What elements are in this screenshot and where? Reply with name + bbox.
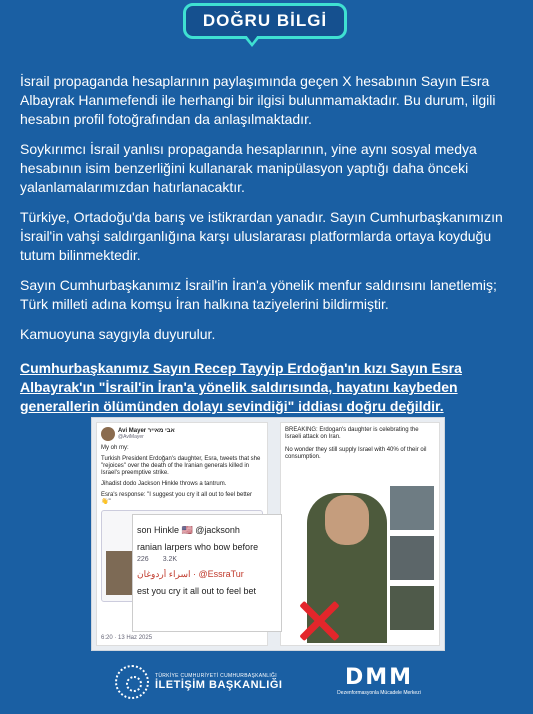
tweet-handle: @AviMayer xyxy=(118,434,144,440)
reply-stats xyxy=(137,556,277,563)
tweet-reply-thread xyxy=(132,514,282,632)
dmm-subtitle: Dezenformasyonla Mücadele Merkezi xyxy=(337,690,421,696)
verified-info-badge xyxy=(183,3,351,49)
logo-subtitle: TÜRKİYE CUMHURİYETİ CUMHURBAŞKANLIĞI xyxy=(155,673,277,679)
dmm-logo xyxy=(334,665,424,696)
tweet-line: Turkish President Erdoğan's daughter, Esra, tweets that she "rejoices" over the death of the Iranian generals killed in Israel's preemptive strike. xyxy=(101,456,261,476)
tweet-header xyxy=(101,427,263,441)
tweet-author: Avi Mayer אבי מאייר xyxy=(118,428,175,434)
paragraph-5: Kamuoyuna saygıyla duyurulur. xyxy=(20,326,216,342)
evidence-screenshot xyxy=(91,417,445,651)
debunked-claim: Cumhurbaşkanımız Sayın Recep Tayyip Erdoğan'ın kızı Sayın Esra Albayrak'ın "İsrail'in İran'a yönelik saldırısında, hayatını kaybeden generallerin ölümünden dolayı sevindiği" iddiası doğru değildir. xyxy=(20,360,462,414)
tweet-line: My oh my: xyxy=(101,445,129,451)
tweet-line: Jihadist dodo Jackson Hinkle throws a tantrum. xyxy=(101,481,227,487)
fake-account-text: est you cry it all out to feel bet xyxy=(137,586,257,596)
breaking-header: BREAKING: Erdogan's daughter is celebrating the Israeli attack on Iran. xyxy=(285,427,419,440)
portrait-photo xyxy=(389,585,435,631)
portrait-photo xyxy=(389,485,435,531)
paragraph-4: Sayın Cumhurbaşkanımız İsrail'in İran'a yönelik menfur saldırısını lanetlemiş; Türk milleti adına komşu İran halkına taziyelerini bildirmiştir. xyxy=(20,277,497,312)
presidency-emblem-icon xyxy=(115,665,149,699)
badge-label: DOĞRU BİLGİ xyxy=(183,3,347,39)
fake-account-name: اسراء أردوغان · @EssraTur xyxy=(137,569,244,579)
breaking-sub: No wonder they still supply Israel with 40% of their oil consumption. xyxy=(285,447,427,460)
paragraph-1: İsrail propaganda hesaplarının paylaşımında geçen X hesabının Sayın Esra Albayrak Hanımefendi ile herhangi bir ilgisi bulunmamaktadır. Bu durum, ilgili hesabın profil fotoğrafından da anlaşılmaktadır. xyxy=(20,73,496,127)
reply-text: ranian larpers who bow before xyxy=(137,542,259,552)
dmm-title: DMM xyxy=(344,665,414,690)
officer-face xyxy=(325,495,369,545)
red-x-icon xyxy=(297,598,341,642)
portrait-photo xyxy=(389,535,435,581)
paragraph-2: Soykırımcı İsrail yanlısı propaganda hesaplarının, yine aynı sosyal medya hesabının isim benzerliğini kullanarak manipülasyon yaptığı daha önceki yalanlamalarımızdan hatırlanacaktır. xyxy=(20,141,477,195)
iletisim-logo xyxy=(115,665,282,699)
avatar xyxy=(101,427,115,441)
retweet-count: 226 xyxy=(137,556,149,563)
tweet-timestamp: 6:20 · 13 Haz 2025 xyxy=(101,635,153,641)
paragraph-3: Türkiye, Ortadoğu'da barış ve istikrardan yanadır. Sayın Cumhurbaşkanımızın İsrail'in vahşi saldırganlığına karşı uluslararası platformlarda ortaya koyduğu tutum bilinmektedir. xyxy=(20,209,503,263)
tweet-line: Esra's response: "I suggest you cry it all out to feel better 👋" xyxy=(101,492,253,505)
logo-title: İLETİŞİM BAŞKANLIĞI xyxy=(155,679,283,691)
like-count: 3.2K xyxy=(162,556,178,563)
badge-tail-inner xyxy=(246,35,258,43)
reply-author: son Hinkle 🇺🇸 @jacksonh xyxy=(137,525,240,535)
